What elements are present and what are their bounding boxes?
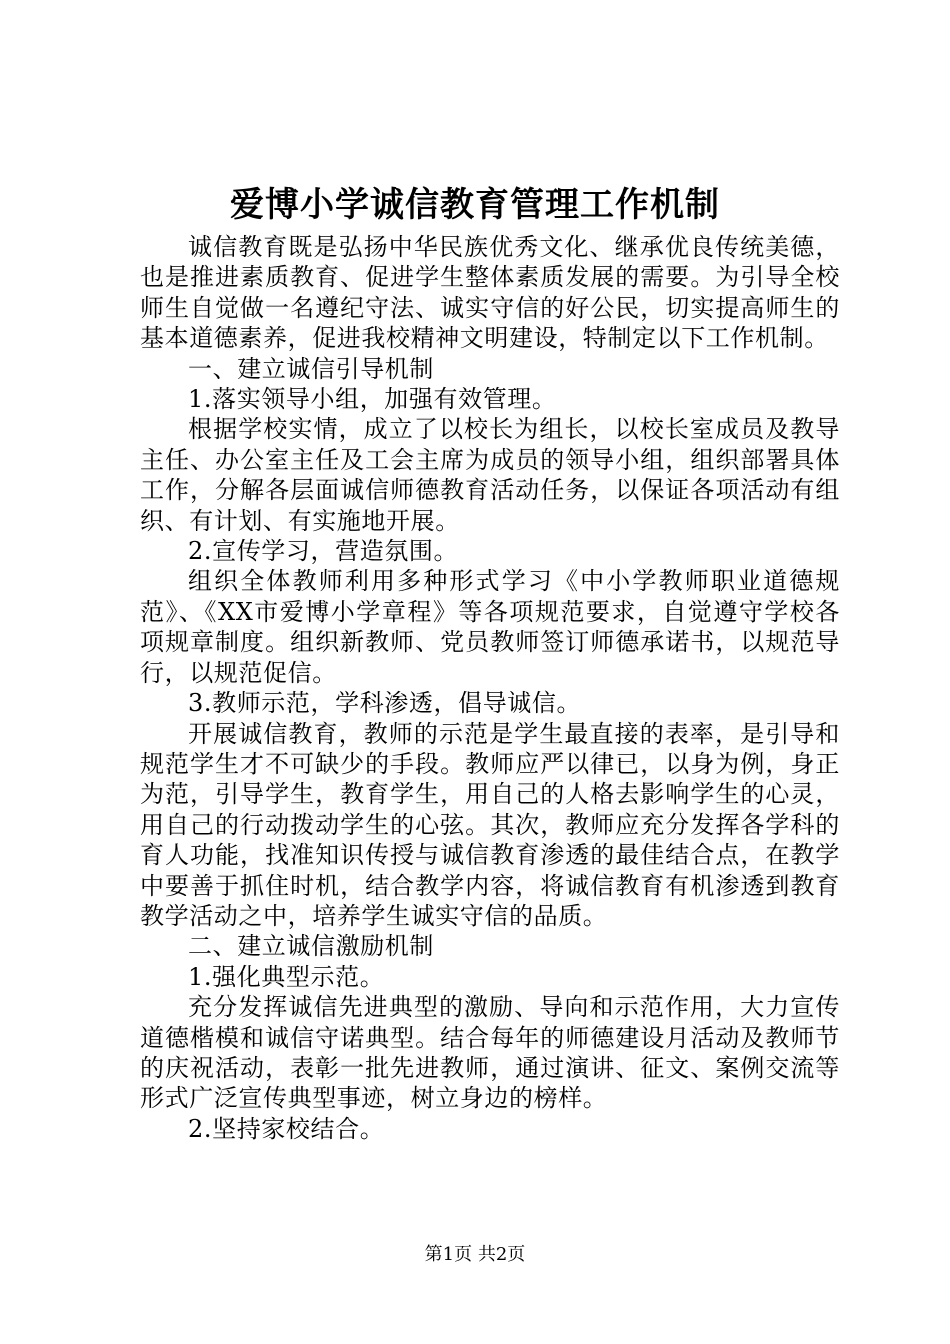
paragraph-1-3: 开展诚信教育，教师的示范是学生最直接的表率，是引导和规范学生才不可缺少的手段。教师应严以律已，以身为例，身正为范，引导学生，教育学生，用自己的人格去影响学生的心灵，用自己的行动拨动学生的心弦。其次，教师应充分发挥各学科的育人功能，找准知识传授与诚信教育渗透的最佳结合点，在教学中要善于抓住时机，结合教学内容，将诚信教育有机渗透到教育教学活动之中，培养学生诚实守信的品质。 <box>140 719 840 930</box>
document-body <box>140 232 840 1144</box>
paragraph-1-2: 组织全体教师利用多种形式学习《中小学教师职业道德规范》、《XX市爱博小学章程》等各项规范要求，自觉遵守学校各项规章制度。组织新教师、党员教师签订师德承诺书，以规范导行，以规范促信。 <box>140 567 840 687</box>
section-heading-1: 一、建立诚信引导机制 <box>188 354 434 383</box>
subheading-1-1: 1.落实领导小组，加强有效管理。 <box>188 385 557 414</box>
section-heading-2: 二、建立诚信激励机制 <box>188 932 434 961</box>
subheading-2-2: 2.坚持家校结合。 <box>188 1114 385 1143</box>
subheading-1-2: 2.宣传学习，营造氛围。 <box>188 537 459 566</box>
subheading-2-1: 1.强化典型示范。 <box>188 962 385 991</box>
paragraph-intro: 诚信教育既是弘扬中华民族优秀文化、继承优良传统美德，也是推进素质教育、促进学生整体素质发展的需要。为引导全校师生自觉做一名遵纪守法、诚实守信的好公民，切实提高师生的基本道德素养，促进我校精神文明建设，特制定以下工作机制。 <box>140 233 840 353</box>
paragraph-1-1: 根据学校实情，成立了以校长为组长，以校长室成员及教导主任、办公室主任及工会主席为成员的领导小组，组织部署具体工作，分解各层面诚信师德教育活动任务，以保证各项活动有组织、有计划、有实施地开展。 <box>140 415 840 535</box>
paragraph-2-1: 充分发挥诚信先进典型的激励、导向和示范作用，大力宣传道德楷模和诚信守诺典型。结合每年的师德建设月活动及教师节的庆祝活动，表彰一批先进教师，通过演讲、征文、案例交流等形式广泛宣传典型事迹，树立身边的榜样。 <box>140 993 840 1113</box>
page-number: 第1页 共2页 <box>424 1244 526 1265</box>
subheading-1-3: 3.教师示范，学科渗透，倡导诚信。 <box>188 689 582 718</box>
document-title: 爱博小学诚信教育管理工作机制 <box>230 185 720 225</box>
